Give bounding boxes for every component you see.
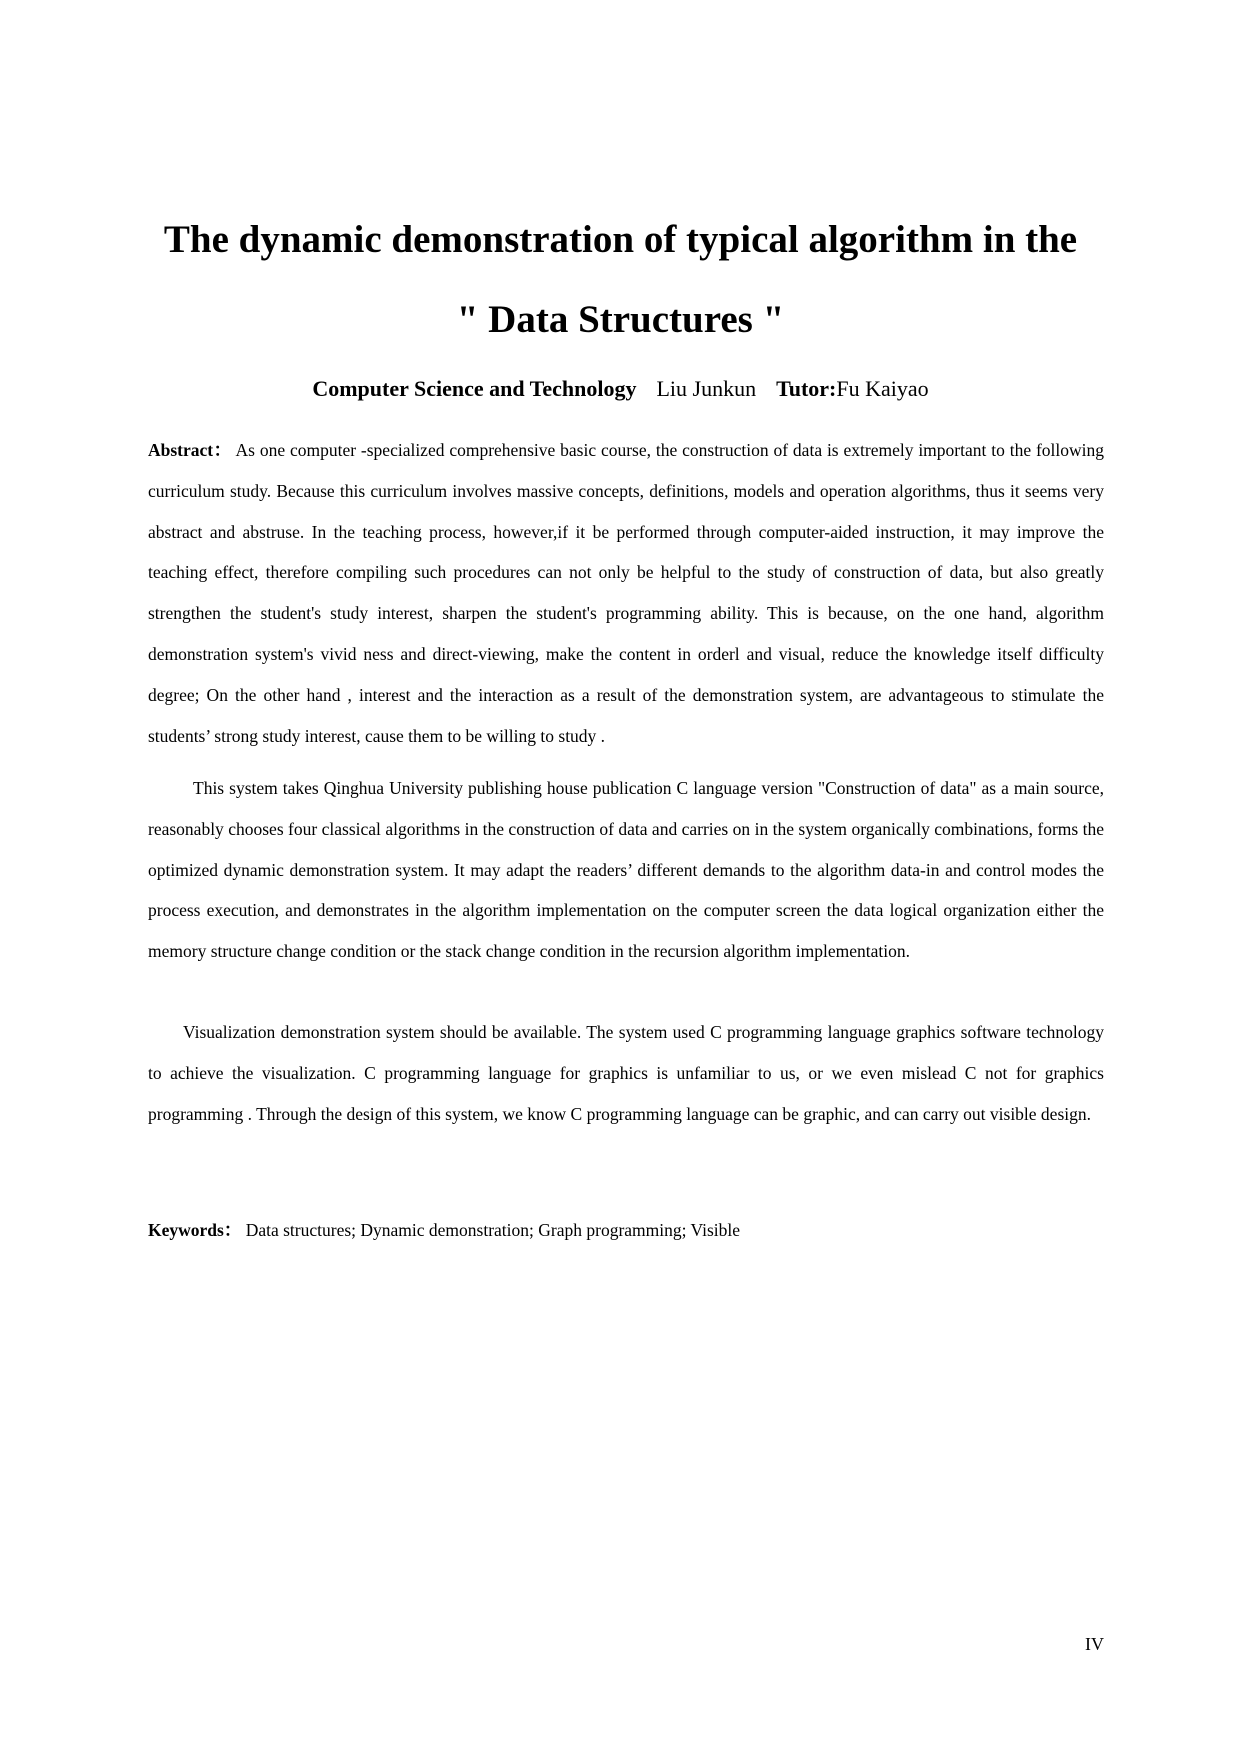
body-paragraph-3	[148, 1012, 1104, 1134]
keywords-line	[148, 1216, 1104, 1244]
abstract-label: Abstract：	[148, 440, 232, 460]
keywords-text: Data structures; Dynamic demonstration; Graph programming; Visible	[241, 1220, 741, 1240]
tutor-name: Fu Kaiyao	[836, 376, 929, 401]
paragraph-3-text: Visualization demonstration system should be available. The system used C programming language graphics software technology to achieve the visualization. C programming language for graphics is unfamiliar to us, or we even mislead C not for graphics programming . Through the design of this system, we know C programming language can be graphic, and can carry out visible design.	[148, 1022, 1104, 1124]
keywords-label: Keywords：	[148, 1220, 242, 1240]
major-label: Computer Science and Technology	[312, 376, 637, 401]
title-line-1: The dynamic demonstration of typical algorithm in the	[163, 218, 1078, 261]
page-number: IV	[1085, 1634, 1104, 1654]
paragraph-2-text: This system takes Qinghua University publishing house publication C language version "Construction of data" as a main source, reasonably chooses four classical algorithms in the construction of data and carries on in the system organically combinations, forms the optimized dynamic demonstration system. It may adapt the readers’ different demands to the algorithm data-in and control modes the process execution, and demonstrates in the algorithm implementation on the computer screen the data logical organization either the memory structure change condition or the stack change condition in the recursion algorithm implementation.	[148, 778, 1104, 962]
byline	[100, 374, 1141, 404]
tutor-label: Tutor:	[776, 376, 837, 401]
abstract-text: As one computer -specialized comprehensive basic course, the construction of data is extremely important to the following curriculum study. Because this curriculum involves massive concepts, definitions, models and operation algorithms, thus it seems very abstract and abstruse. In the teaching process, however,if it be performed through computer-aided instruction, it may improve the teaching effect, therefore compiling such procedures can not only be helpful to the study of construction of data, but also greatly strengthen the student's study interest, sharpen the student's programming ability. This is because, on the one hand, algorithm demonstration system's vivid ness and direct-viewing, make the content in orderl and visual, reduce the knowledge itself difficulty degree; On the other hand , interest and the interaction as a result of the demonstration system, are advantageous to stimulate the students’ strong study interest, cause them to be willing to study .	[148, 440, 1105, 746]
title-line-2: " Data Structures "	[456, 298, 785, 341]
abstract-paragraph	[148, 430, 1104, 756]
abstract-section	[148, 430, 1104, 756]
author-name: Liu Junkun	[656, 376, 757, 401]
body-paragraph-2	[148, 768, 1104, 972]
